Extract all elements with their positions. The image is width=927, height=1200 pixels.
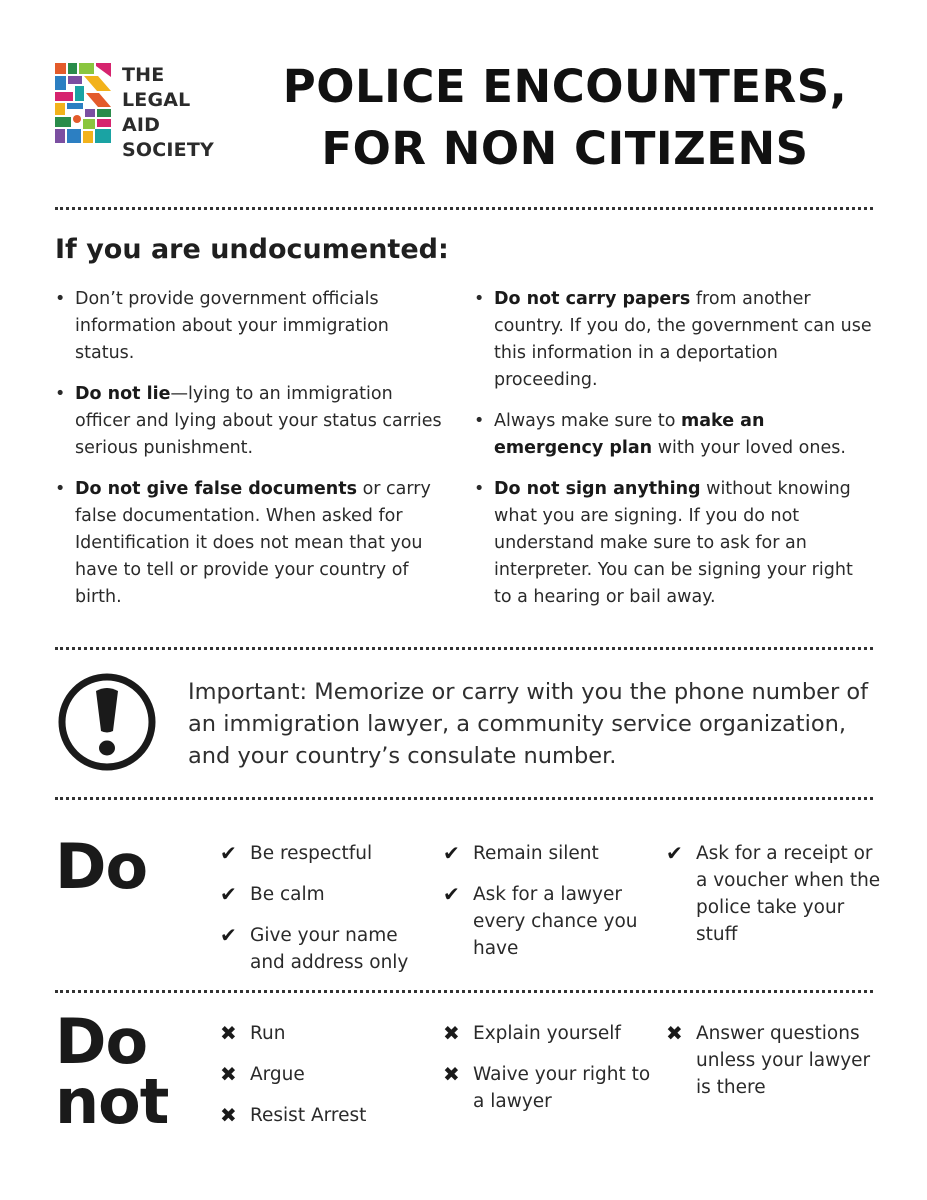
list-item-text: without knowing what you are signing. If you do not understand make sure to ask for an interpreter. You can be signing your right to a hearing or bail away. <box>494 479 853 607</box>
dotted-divider <box>55 207 873 210</box>
list-item-text: from another country. If you do, the government can use this information in a deportation proceeding. <box>494 289 872 390</box>
list-item-bold: Do not lie <box>75 384 171 404</box>
do-not-item-text: Argue <box>250 1064 305 1085</box>
list-item <box>55 476 450 611</box>
do-item <box>220 922 430 976</box>
list-item-text: with your loved ones. <box>652 438 846 458</box>
check-mark-icon: ✔ <box>666 841 683 865</box>
cross-mark-icon: ✖ <box>220 1021 237 1045</box>
do-not-item <box>443 1061 658 1115</box>
check-mark-icon: ✔ <box>443 841 460 865</box>
do-not-label-line-2: not <box>55 1065 169 1138</box>
do-not-item <box>666 1020 881 1101</box>
do-not-label-line-1: Do <box>55 1005 148 1078</box>
page-title <box>255 56 875 180</box>
list-item-bold: Do not sign anything <box>494 479 701 499</box>
do-not-item-text: Resist Arrest <box>250 1105 367 1126</box>
do-item-text: Ask for a receipt or a voucher when the police take your stuff <box>696 843 881 945</box>
list-item <box>474 286 874 394</box>
list-item-bold: make an emergency plan <box>494 411 765 458</box>
exclamation-circle-icon <box>56 671 158 773</box>
do-not-column-2 <box>443 1020 658 1129</box>
do-not-column-3 <box>666 1020 881 1115</box>
do-item-text: Be respectful <box>250 843 373 864</box>
do-not-item-text: Run <box>250 1023 286 1044</box>
undocumented-list-left <box>55 286 450 625</box>
check-mark-icon: ✔ <box>443 882 460 906</box>
important-note: Important: Memorize or carry with you the phone number of an immigration lawyer, a community service organization, and your country’s consulate number. <box>188 679 869 769</box>
check-mark-icon: ✔ <box>220 882 237 906</box>
dotted-divider <box>55 647 873 650</box>
list-item <box>474 408 874 462</box>
logo-line-3: AID <box>122 114 161 136</box>
list-item-text: or carry false documentation. When asked for Identification it does not mean that you have to tell or provide your country of birth. <box>75 479 431 607</box>
do-item <box>666 840 881 948</box>
list-item <box>474 476 874 611</box>
logo-line-2: LEGAL <box>122 89 191 111</box>
logo-line-4: SOCIETY <box>122 139 214 161</box>
do-item <box>443 881 658 962</box>
cross-mark-icon: ✖ <box>443 1021 460 1045</box>
list-item-text: —lying to an immigration officer and lying about your status carries serious punishment. <box>75 384 442 458</box>
check-mark-icon: ✔ <box>220 923 237 947</box>
do-column-3 <box>666 840 881 962</box>
do-item-text: Be calm <box>250 884 325 905</box>
cross-mark-icon: ✖ <box>220 1103 237 1127</box>
do-item-text: Give your name and address only <box>250 925 409 973</box>
do-not-item-text: Answer questions unless your lawyer is there <box>696 1023 871 1098</box>
dotted-divider <box>55 990 873 993</box>
do-not-column-1 <box>220 1020 430 1143</box>
do-column-1 <box>220 840 430 990</box>
list-item-bold: Do not give false documents <box>75 479 357 499</box>
legal-aid-society-logo <box>55 63 235 161</box>
cross-mark-icon: ✖ <box>666 1021 683 1045</box>
list-item <box>55 381 450 462</box>
page-title-line-1: POLICE ENCOUNTERS, <box>282 60 848 113</box>
do-not-item-text: Explain yourself <box>473 1023 621 1044</box>
do-item-text: Ask for a lawyer every chance you have <box>473 884 638 959</box>
legal-aid-logo-mark-icon <box>55 63 111 143</box>
list-item <box>55 286 450 367</box>
list-item-bold: Do not carry papers <box>494 289 691 309</box>
do-not-item <box>220 1061 430 1088</box>
page-title-line-2: FOR NON CITIZENS <box>321 122 809 175</box>
do-item <box>220 840 430 867</box>
section-heading-undocumented: If you are undocumented: <box>55 234 449 265</box>
do-label: Do <box>55 830 148 903</box>
logo-line-1: THE <box>122 64 165 86</box>
cross-mark-icon: ✖ <box>220 1062 237 1086</box>
do-not-item <box>443 1020 658 1047</box>
dotted-divider <box>55 797 873 800</box>
do-item-text: Remain silent <box>473 843 599 864</box>
do-not-item-text: Waive your right to a lawyer <box>473 1064 651 1112</box>
logo-wordmark <box>122 63 214 163</box>
undocumented-list-right <box>474 286 874 625</box>
list-item-pre: Always make sure to <box>494 411 681 431</box>
do-not-item <box>220 1020 430 1047</box>
do-not-item <box>220 1102 430 1129</box>
do-item <box>220 881 430 908</box>
do-column-2 <box>443 840 658 976</box>
cross-mark-icon: ✖ <box>443 1062 460 1086</box>
check-mark-icon: ✔ <box>220 841 237 865</box>
do-not-label <box>55 1005 169 1138</box>
list-item-text: Don’t provide government officials information about your immigration status. <box>75 289 389 363</box>
do-item <box>443 840 658 867</box>
